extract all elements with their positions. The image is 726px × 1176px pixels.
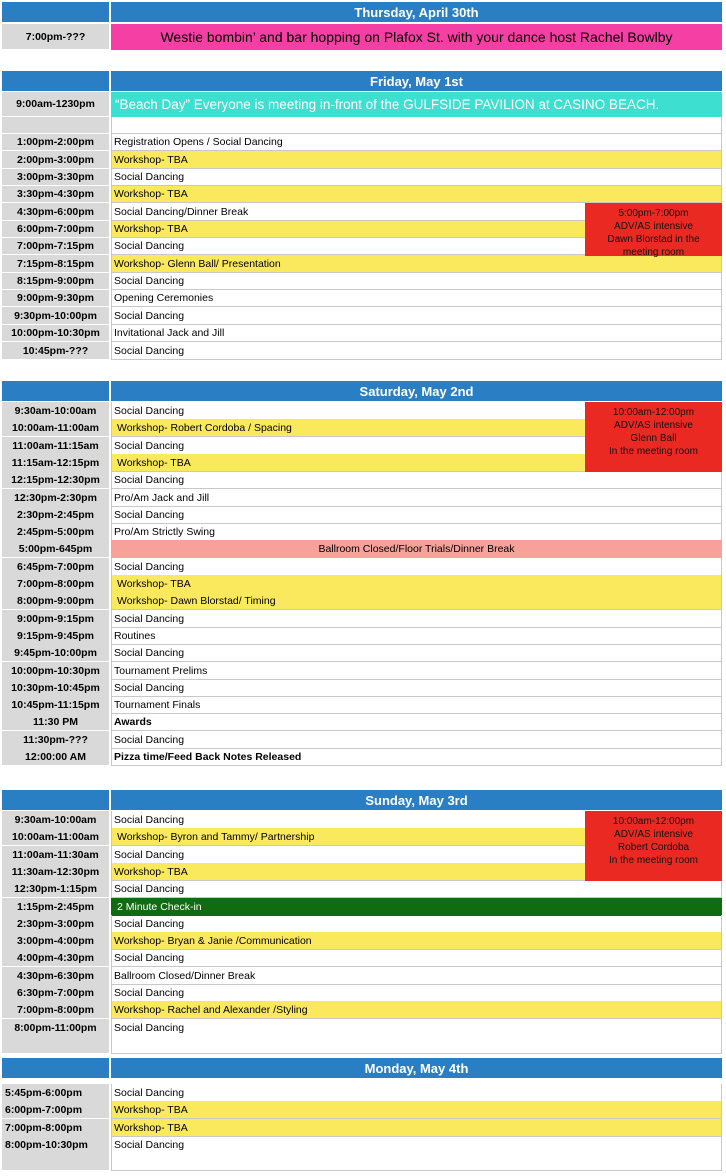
time-cell: 11:30pm-??? [2,731,109,749]
schedule-row [0,662,722,680]
activity-cell: Registration Opens / Social Dancing [111,134,722,151]
activity-cell: Workshop- TBA [111,221,722,238]
schedule-row [0,506,722,524]
intensive-line: In the meeting room [609,855,698,866]
activity-cell: Pro/Am Jack and Jill [111,489,722,507]
schedule-row [0,117,722,134]
intensive-line: ADV/AS intensive [614,420,693,431]
activity-cell: Social Dancing [111,811,722,829]
schedule-row [0,92,722,117]
activity-cell: Social Dancing [111,169,722,186]
intensive-line: 10:00am-12:00pm [612,816,695,827]
schedule-row [0,186,722,203]
schedule-row [0,558,722,576]
time-cell: 10:45pm-11:15pm [2,696,109,714]
schedule-row [0,949,722,967]
intensive-note [585,402,722,472]
activity-cell: Social Dancing [111,402,722,420]
schedule-row [0,713,722,731]
schedule-row [0,644,722,662]
time-cell: 7:00pm-8:00pm [2,1119,109,1137]
schedule-row [0,967,722,985]
activity-cell: Routines [111,627,722,645]
activity-cell: Social Dancing [111,880,722,898]
schedule-row [0,696,722,714]
time-cell: 2:30pm-3:00pm [2,915,109,933]
day-header-title: Thursday, April 30th [111,2,722,22]
activity-cell: Social Dancing [111,644,722,662]
time-cell: 8:00pm-9:00pm [2,592,109,610]
activity-cell: Social Dancing [111,1084,722,1102]
schedule-row [0,307,722,325]
time-cell: 9:00am-1230pm [2,92,109,117]
activity-cell: Social Dancing [111,915,722,933]
activity-cell: Social Dancing [111,1019,722,1037]
activity-cell: Social Dancing [111,984,722,1002]
intensive-line: Glenn Ball [630,433,677,444]
schedule-row [0,523,722,541]
time-cell: 7:00pm-??? [2,24,109,50]
activity-cell: Workshop- TBA [111,186,722,203]
schedule-row [0,1036,722,1054]
time-cell: 10:00pm-10:30pm [2,662,109,680]
activity-cell: Social Dancing [111,307,722,325]
activity-cell: Workshop- Dawn Blorstad/ Timing [111,592,722,610]
activity-cell: Workshop- TBA [111,863,722,881]
activity-cell: Social Dancing [111,1136,722,1154]
activity-cell: Ballroom Closed/Dinner Break [111,967,722,985]
time-cell: 4:00pm-4:30pm [2,949,109,967]
activity-cell: Social Dancing [111,342,722,360]
day-header-row [0,381,722,401]
time-cell: 9:30pm-10:00pm [2,307,109,325]
activity-cell: Social Dancing [111,558,722,576]
schedule-row [0,731,722,749]
time-cell: 11:15am-12:15pm [2,454,109,472]
spacer-row [0,50,722,68]
time-cell: 4:30pm-6:00pm [2,203,109,221]
time-cell: 12:30pm-2:30pm [2,489,109,507]
time-cell: 9:15pm-9:45pm [2,627,109,645]
activity-cell: Opening Ceremonies [111,290,722,307]
intensive-line: Robert Cordoba [617,842,690,853]
intensive-line: ADV/AS intensive [614,829,693,840]
intensive-line: 5:00pm-7:00pm [618,208,689,219]
day-header-row [0,71,722,91]
schedule-row [0,489,722,507]
time-cell: 7:15pm-8:15pm [2,255,109,273]
activity-cell: 2 Minute Check-in [111,898,722,916]
time-cell: 7:00pm-7:15pm [2,238,109,255]
time-cell: 9:00pm-9:15pm [2,610,109,628]
activity-cell: Social Dancing/Dinner Break [111,203,722,221]
activity-cell: Workshop- TBA [111,151,722,169]
time-cell: 9:30am-10:00am [2,402,109,420]
activity-cell: Workshop- TBA [111,454,722,472]
schedule-row [0,1136,722,1154]
intensive-line: Dawn Blorstad in the [607,234,700,245]
activity-cell: Social Dancing [111,471,722,489]
schedule-row [0,679,722,697]
activity-cell: Social Dancing [111,273,722,290]
intensive-line: ADV/AS intensive [614,221,693,232]
schedule-row [0,290,722,307]
schedule-row [0,592,722,610]
time-cell: 6:00pm-7:00pm [2,221,109,238]
header-time-cell [2,1058,109,1078]
activity-cell: Social Dancing [111,846,722,864]
time-cell: 6:00pm-7:00pm [2,1101,109,1119]
day-header-title: Monday, May 4th [111,1058,722,1078]
intensive-line: 10:00am-12:00pm [612,407,695,418]
schedule-row [0,1084,722,1102]
activity-cell: Social Dancing [111,679,722,697]
time-cell: 4:30pm-6:30pm [2,967,109,985]
time-cell: 10:00am-11:00am [2,828,109,846]
day-header-row [0,1058,722,1078]
activity-cell: Social Dancing [111,610,722,628]
schedule-row [0,471,722,489]
schedule-row [0,1019,722,1037]
schedule-row [0,273,722,290]
schedule-row [0,1119,722,1137]
activity-cell: Workshop- TBA [111,575,722,593]
activity-cell: Workshop- Rachel and Alexander /Styling [111,1001,722,1019]
activity-cell: Tournament Finals [111,696,722,714]
time-cell: 6:45pm-7:00pm [2,558,109,576]
time-cell: 12:15pm-12:30pm [2,471,109,489]
header-time-cell [2,381,109,401]
activity-cell: Workshop- Glenn Ball/ Presentation [111,255,722,273]
schedule-row [0,610,722,628]
time-cell: 11:30 PM [2,713,109,731]
time-cell: 6:30pm-7:00pm [2,984,109,1002]
activity-cell: Westie bombin’ and bar hopping on Plafox St. with your dance host Rachel Bowlby [111,24,722,50]
activity-cell: Workshop- Robert Cordoba / Spacing [111,419,722,437]
time-cell [2,117,109,134]
schedule-row [0,627,722,645]
time-cell: 2:30pm-2:45pm [2,506,109,524]
schedule-row [0,898,722,916]
header-time-cell [2,2,109,22]
schedule-row [0,1101,722,1119]
schedule-row [0,24,722,50]
time-cell: 3:00pm-4:00pm [2,932,109,950]
time-cell: 8:15pm-9:00pm [2,273,109,290]
schedule-row [0,342,722,360]
activity-cell: Social Dancing [111,238,722,255]
time-cell: 10:00am-11:00am [2,419,109,437]
time-cell: 8:00pm-11:00pm [2,1019,109,1037]
activity-cell: Ballroom Closed/Floor Trials/Dinner Break [111,540,722,558]
time-cell: 2:00pm-3:00pm [2,151,109,169]
time-cell: 9:45pm-10:00pm [2,644,109,662]
time-cell: 11:00am-11:30am [2,846,109,864]
time-cell: 9:30am-10:00am [2,811,109,829]
schedule-row [0,575,722,593]
schedule-row [0,1153,722,1171]
time-cell: 12:30pm-1:15pm [2,880,109,898]
activity-cell: “Beach Day” Everyone is meeting in-front of the GULFSIDE PAVILION at CASINO BEACH. [111,92,722,117]
day-header-title: Sunday, May 3rd [111,790,722,810]
activity-cell: Awards [111,713,722,731]
activity-cell: Workshop- Bryan & Janie /Communication [111,932,722,950]
time-cell: 2:45pm-5:00pm [2,523,109,541]
activity-cell [111,1153,722,1171]
schedule-row [0,169,722,186]
schedule-row [0,134,722,151]
day-header-row [0,790,722,810]
schedule-row [0,932,722,950]
schedule-row [0,325,722,342]
time-cell: 5:45pm-6:00pm [2,1084,109,1102]
header-time-cell [2,790,109,810]
activity-cell: Social Dancing [111,949,722,967]
time-cell: 3:30pm-4:30pm [2,186,109,203]
time-cell: 11:00am-11:15am [2,437,109,455]
schedule-row [0,1001,722,1019]
day-header-row [0,2,722,22]
time-cell: 1:00pm-2:00pm [2,134,109,151]
activity-cell: Pizza time/Feed Back Notes Released [111,748,722,766]
time-cell: 10:30pm-10:45pm [2,679,109,697]
intensive-note [585,203,722,256]
day-header-title: Saturday, May 2nd [111,381,722,401]
time-cell: 7:00pm-8:00pm [2,1001,109,1019]
activity-cell: Invitational Jack and Jill [111,325,722,342]
activity-cell [111,1036,722,1054]
time-cell: 12:00:00 AM [2,748,109,766]
time-cell: 7:00pm-8:00pm [2,575,109,593]
activity-cell: Tournament Prelims [111,662,722,680]
day-header-title: Friday, May 1st [111,71,722,91]
time-cell [2,1153,109,1171]
activity-cell: Pro/Am Strictly Swing [111,523,722,541]
time-cell: 3:00pm-3:30pm [2,169,109,186]
activity-cell: Social Dancing [111,731,722,749]
schedule-row [0,748,722,766]
time-cell: 1:15pm-2:45pm [2,898,109,916]
activity-cell: Social Dancing [111,506,722,524]
time-cell: 8:00pm-10:30pm [2,1136,109,1154]
activity-cell: Workshop- TBA [111,1119,722,1137]
time-cell: 9:00pm-9:30pm [2,290,109,307]
header-time-cell [2,71,109,91]
schedule-row [0,540,722,558]
time-cell [2,1036,109,1054]
time-cell: 5:00pm-645pm [2,540,109,558]
activity-cell: Workshop- TBA [111,1101,722,1119]
schedule-row [0,880,722,898]
intensive-note [585,811,722,881]
schedule-row [0,151,722,169]
schedule-row [0,984,722,1002]
time-cell: 10:00pm-10:30pm [2,325,109,342]
time-cell: 10:45pm-??? [2,342,109,360]
activity-cell: Social Dancing [111,437,722,455]
time-cell: 11:30am-12:30pm [2,863,109,881]
activity-cell [111,117,722,134]
schedule-row [0,915,722,933]
intensive-line: In the meeting room [609,446,698,457]
intensive-line: meeting room [622,247,685,258]
activity-cell: Workshop- Byron and Tammy/ Partnership [111,828,722,846]
